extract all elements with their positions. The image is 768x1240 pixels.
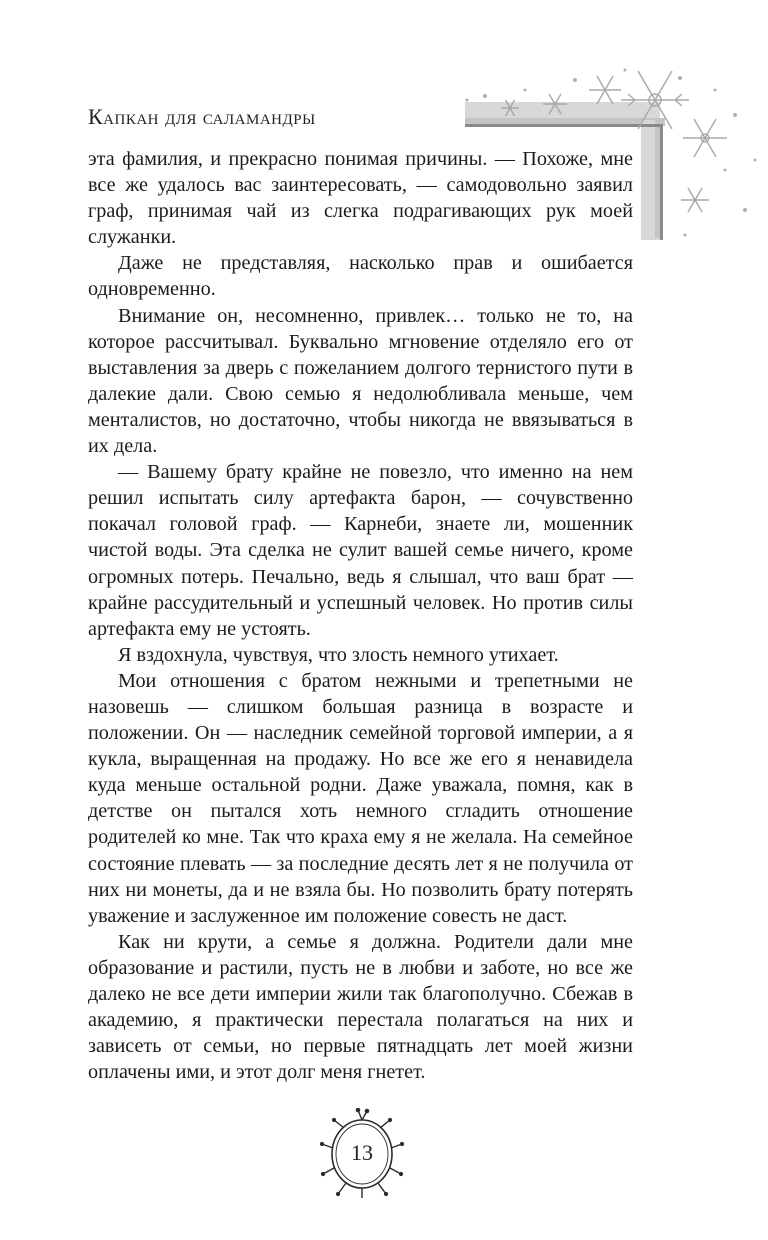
paragraph: Даже не представляя, насколько прав и ошибается одновременно. [88,252,633,301]
page-number: 13 [351,1140,373,1165]
paragraph: Внимание он, несомненно, привлек… только не то, на которое рассчитывал. Буквально мгновение отделяло его от выставления за дверь с пожеланием долгого тернистого пути в далекие дали. Свою семью я недолюбливала меньше, чем менталистов, но достаточно, чтобы никогда не ввязываться в их дела. [88,304,633,458]
paragraph: эта фамилия, и прекрасно понимая причины. — Похоже, мне все же удалось вас заинтересовать, — самодовольно заявил граф, принимая чай из слегка подрагивающих рук моей служанки. [88,148,633,249]
running-header-title: Капкан для саламандры [88,104,316,129]
page-number-frame [314,1108,410,1200]
body-text [88,146,633,1085]
paragraph: Я вздохнула, чувствуя, что злость немного утихает. [118,643,559,666]
paragraph: Мои отношения с братом нежными и трепетными не назовешь — слишком большая разница в возрасте и положении. Он — наследник семейной торговой империи, а я кукла, выращенная на продажу. Но все же его я ненавидела куда меньше остальной родни. Даже уважала, помня, как в детстве он пытался хоть немного сгладить отношение родителей ко мне. Так что краха ему я не желала. На семейное состояние плевать — за последние десять лет я не получила от них ни монеты, да и не взяла бы. Но позволить брату потерять уважение и заслуженное им положение совесть не даст. [88,669,633,927]
paragraph: Как ни крути, а семье я должна. Родители дали мне образование и растили, пусть не в любви и заботе, но все же далеко не все дети империи жили так благополучно. Сбежав в академию, я практически перестала полагаться на них и зависеть от семьи, но первые пятнадцать лет моей жизни оплачены ими, и этот долг меня гнетет. [88,930,633,1084]
paragraph: — Вашему брату крайне не повезло, что именно на нем решил испытать силу артефакта барон, — сочувственно покачал головой граф. — Карнеби, знаете ли, мошенник чистой воды. Эта сделка не сулит вашей семье ничего, кроме огромных потерь. Печально, ведь я слышал, что ваш брат — крайне рассудительный и успешный человек. Но против силы артефакта ему не устоять. [88,461,633,640]
